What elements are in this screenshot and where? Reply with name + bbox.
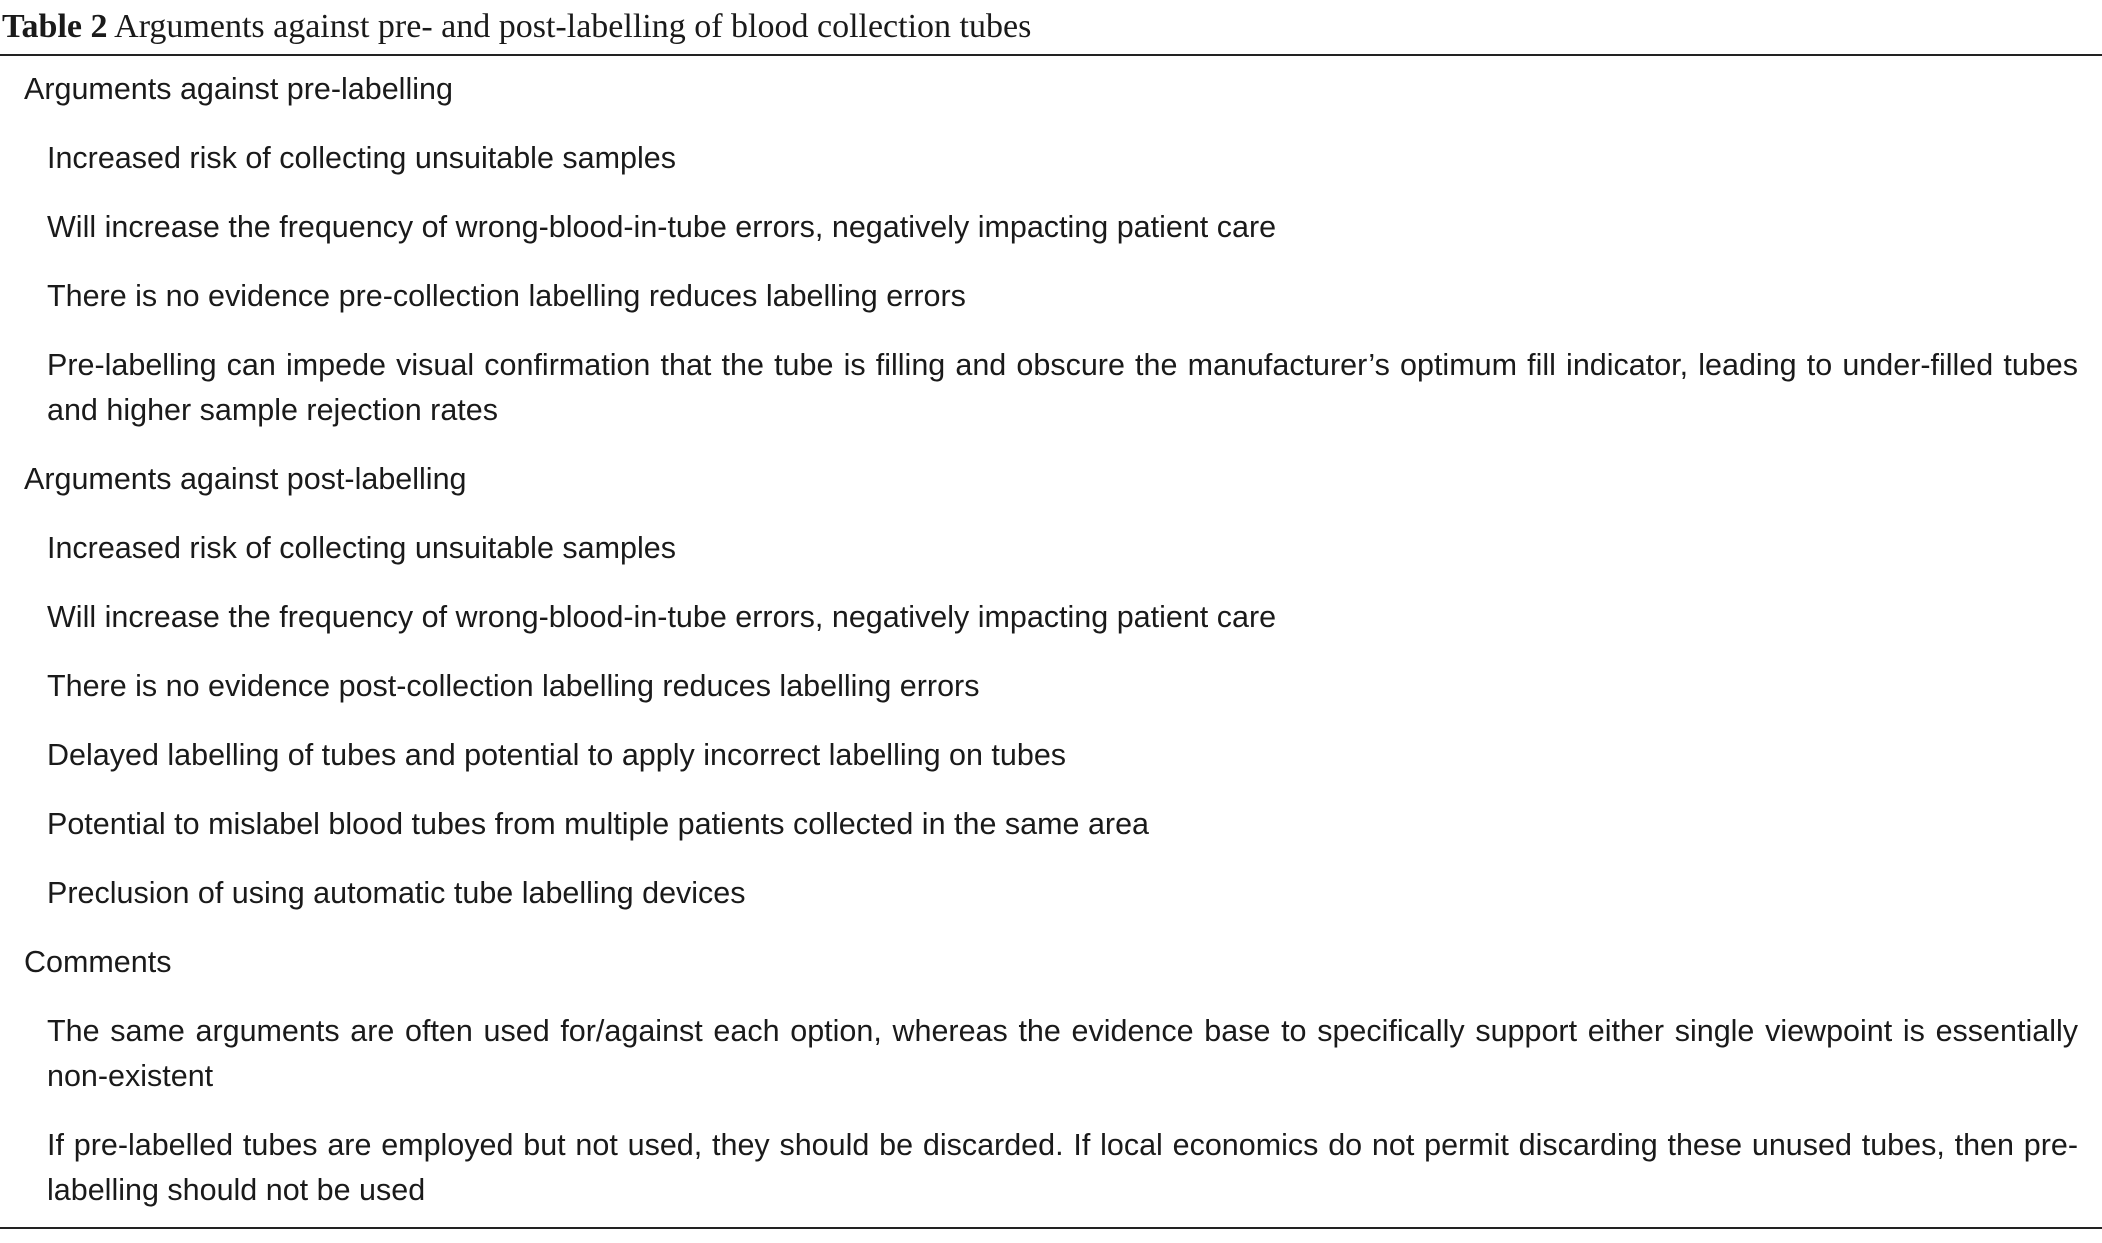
section-heading-against-pre-labelling: Arguments against pre-labelling	[24, 72, 453, 106]
table-row: Will increase the frequency of wrong-blood-in-tube errors, negatively impacting patient care	[47, 600, 1277, 634]
table-row: Preclusion of using automatic tube labelling devices	[47, 876, 746, 910]
section-heading-comments: Comments	[24, 945, 172, 979]
table-row: Will increase the frequency of wrong-blood-in-tube errors, negatively impacting patient care	[47, 210, 1277, 244]
table-row: Pre-labelling can impede visual confirmation that the tube is filling and obscure the manufacturer’s optimum fill indicator, leading to under-filled tubes and higher sample rejection rates	[47, 348, 2078, 427]
table-row: Increased risk of collecting unsuitable samples	[47, 141, 676, 175]
table-caption-label: Table 2	[2, 8, 108, 45]
table-row: There is no evidence pre-collection labelling reduces labelling errors	[47, 279, 966, 313]
table-body	[0, 56, 2102, 1213]
table-row: Delayed labelling of tubes and potential to apply incorrect labelling on tubes	[47, 738, 1067, 772]
table-bottom-rule	[0, 1227, 2102, 1229]
table-row: If pre-labelled tubes are employed but not used, they should be discarded. If local economics do not permit discarding these unused tubes, then pre-labelling should not be used	[47, 1128, 2078, 1207]
section-heading-against-post-labelling: Arguments against post-labelling	[24, 462, 467, 496]
table-row: Potential to mislabel blood tubes from multiple patients collected in the same area	[47, 807, 1149, 841]
table-row: Increased risk of collecting unsuitable samples	[47, 531, 676, 565]
table-caption-text: Arguments against pre- and post-labelling of blood collection tubes	[114, 8, 1032, 45]
table-row: There is no evidence post-collection labelling reduces labelling errors	[47, 669, 980, 703]
table-caption	[0, 0, 2102, 46]
table-row: The same arguments are often used for/against each option, whereas the evidence base to specifically support either single viewpoint is essentially non-existent	[47, 1014, 2078, 1093]
